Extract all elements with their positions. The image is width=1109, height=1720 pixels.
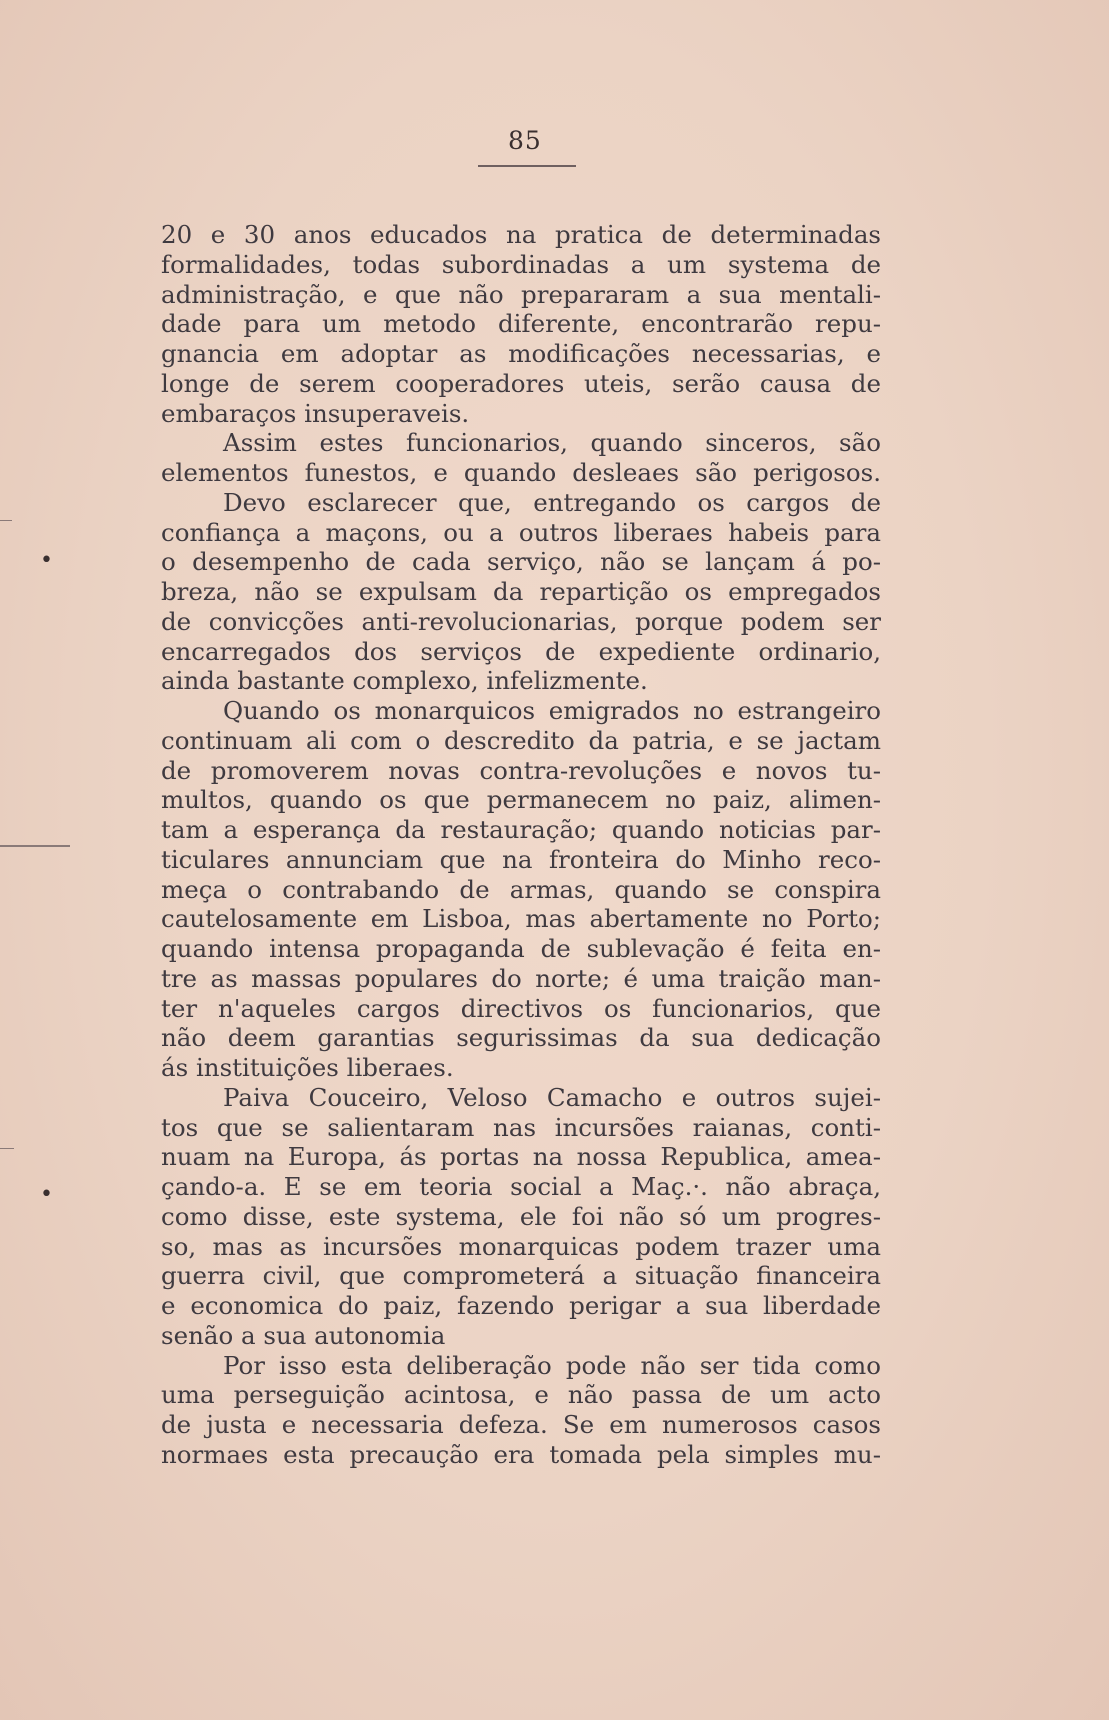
text-line: administração, e que não prepararam a sua mentali- — [161, 279, 881, 309]
margin-speck-icon: • — [40, 548, 53, 573]
text-line: e economica do paiz, fazendo perigar a sua liberdade — [161, 1291, 881, 1320]
margin-speck-icon: • — [40, 1182, 53, 1207]
text-line: nuam na Europa, ás portas na nossa Republica, amea- — [161, 1142, 881, 1172]
text-line: ter n'aqueles cargos directivos os funcionarios, que — [161, 993, 881, 1023]
paragraph-start: Paiva Couceiro, Veloso Camacho e outros sujei- — [223, 1082, 881, 1112]
text-line: embaraços insuperaveis. — [161, 398, 470, 428]
paragraph-start: Por isso esta deliberação pode não ser tida como — [223, 1350, 881, 1380]
text-line: guerra civil, que comprometerá a situação financeira — [161, 1261, 881, 1291]
text-line: não deem garantias segurissimas da sua dedicação — [161, 1023, 881, 1053]
page-number-rule — [478, 165, 576, 167]
text-line: normaes esta precaução era tomada pela simples mu- — [161, 1439, 881, 1469]
text-line: ás instituições liberaes. — [161, 1053, 454, 1082]
text-line: formalidades, todas subordinadas a um systema de — [161, 249, 881, 279]
text-line: encarregados dos serviços de expediente ordinario, — [161, 636, 881, 666]
text-line: çando-a. E se em teoria social a Maç.·. não abraça, — [161, 1172, 881, 1201]
text-line: senão a sua autonomia — [161, 1320, 446, 1350]
paragraph-start: Devo esclarecer que, entregando os cargos de — [223, 487, 881, 517]
margin-tick — [0, 1148, 14, 1149]
body-text — [161, 220, 881, 1470]
text-line: elementos funestos, e quando desleaes são perigosos. — [161, 458, 881, 487]
text-line: continuam ali com o descredito da patria, e se jactam — [161, 725, 881, 755]
text-line: confiança a maçons, ou a outros liberaes habeis para — [161, 517, 881, 547]
text-line: tos que se salientaram nas incursões raianas, conti- — [161, 1112, 881, 1142]
text-line: dade para um metodo diferente, encontrarão repu- — [161, 309, 881, 339]
text-line: meça o contrabando de armas, quando se conspira — [161, 874, 881, 904]
paragraph-start: Quando os monarquicos emigrados no estrangeiro — [223, 696, 881, 725]
text-line: tre as massas populares do norte; é uma traição man- — [161, 963, 881, 993]
text-line: tam a esperança da restauração; quando noticias par- — [161, 815, 881, 844]
text-line: o desempenho de cada serviço, não se lançam á po- — [161, 547, 881, 577]
margin-tick — [0, 845, 70, 847]
text-line: de promoverem novas contra-revoluções e novos tu- — [161, 755, 881, 785]
text-line: ainda bastante complexo, infelizmente. — [161, 666, 648, 696]
text-line: quando intensa propaganda de sublevação é feita en- — [161, 934, 881, 963]
text-line: multos, quando os que permanecem no paiz, alimen- — [161, 785, 881, 815]
paragraph-start: Assim estes funcionarios, quando sinceros, são — [223, 428, 881, 458]
text-line: gnancia em adoptar as modificações necessarias, e — [161, 339, 881, 368]
text-line: de justa e necessaria defeza. Se em numerosos casos — [161, 1410, 881, 1439]
text-line: cautelosamente em Lisboa, mas abertamente no Porto; — [161, 904, 881, 934]
text-line: uma perseguição acintosa, e não passa de um acto — [161, 1380, 881, 1410]
margin-tick — [0, 520, 12, 521]
text-line: 20 e 30 anos educados na pratica de determinadas — [161, 220, 881, 249]
text-line: longe de serem cooperadores uteis, serão causa de — [161, 368, 881, 398]
text-line: breza, não se expulsam da repartição os empregados — [161, 577, 881, 606]
text-line: so, mas as incursões monarquicas podem trazer uma — [161, 1231, 881, 1261]
text-line: de convicções anti-revolucionarias, porque podem ser — [161, 606, 881, 636]
page-number: 85 — [508, 126, 542, 155]
text-line: como disse, este systema, ele foi não só um progres- — [161, 1201, 881, 1231]
text-line: ticulares annunciam que na fronteira do Minho reco- — [161, 844, 881, 874]
